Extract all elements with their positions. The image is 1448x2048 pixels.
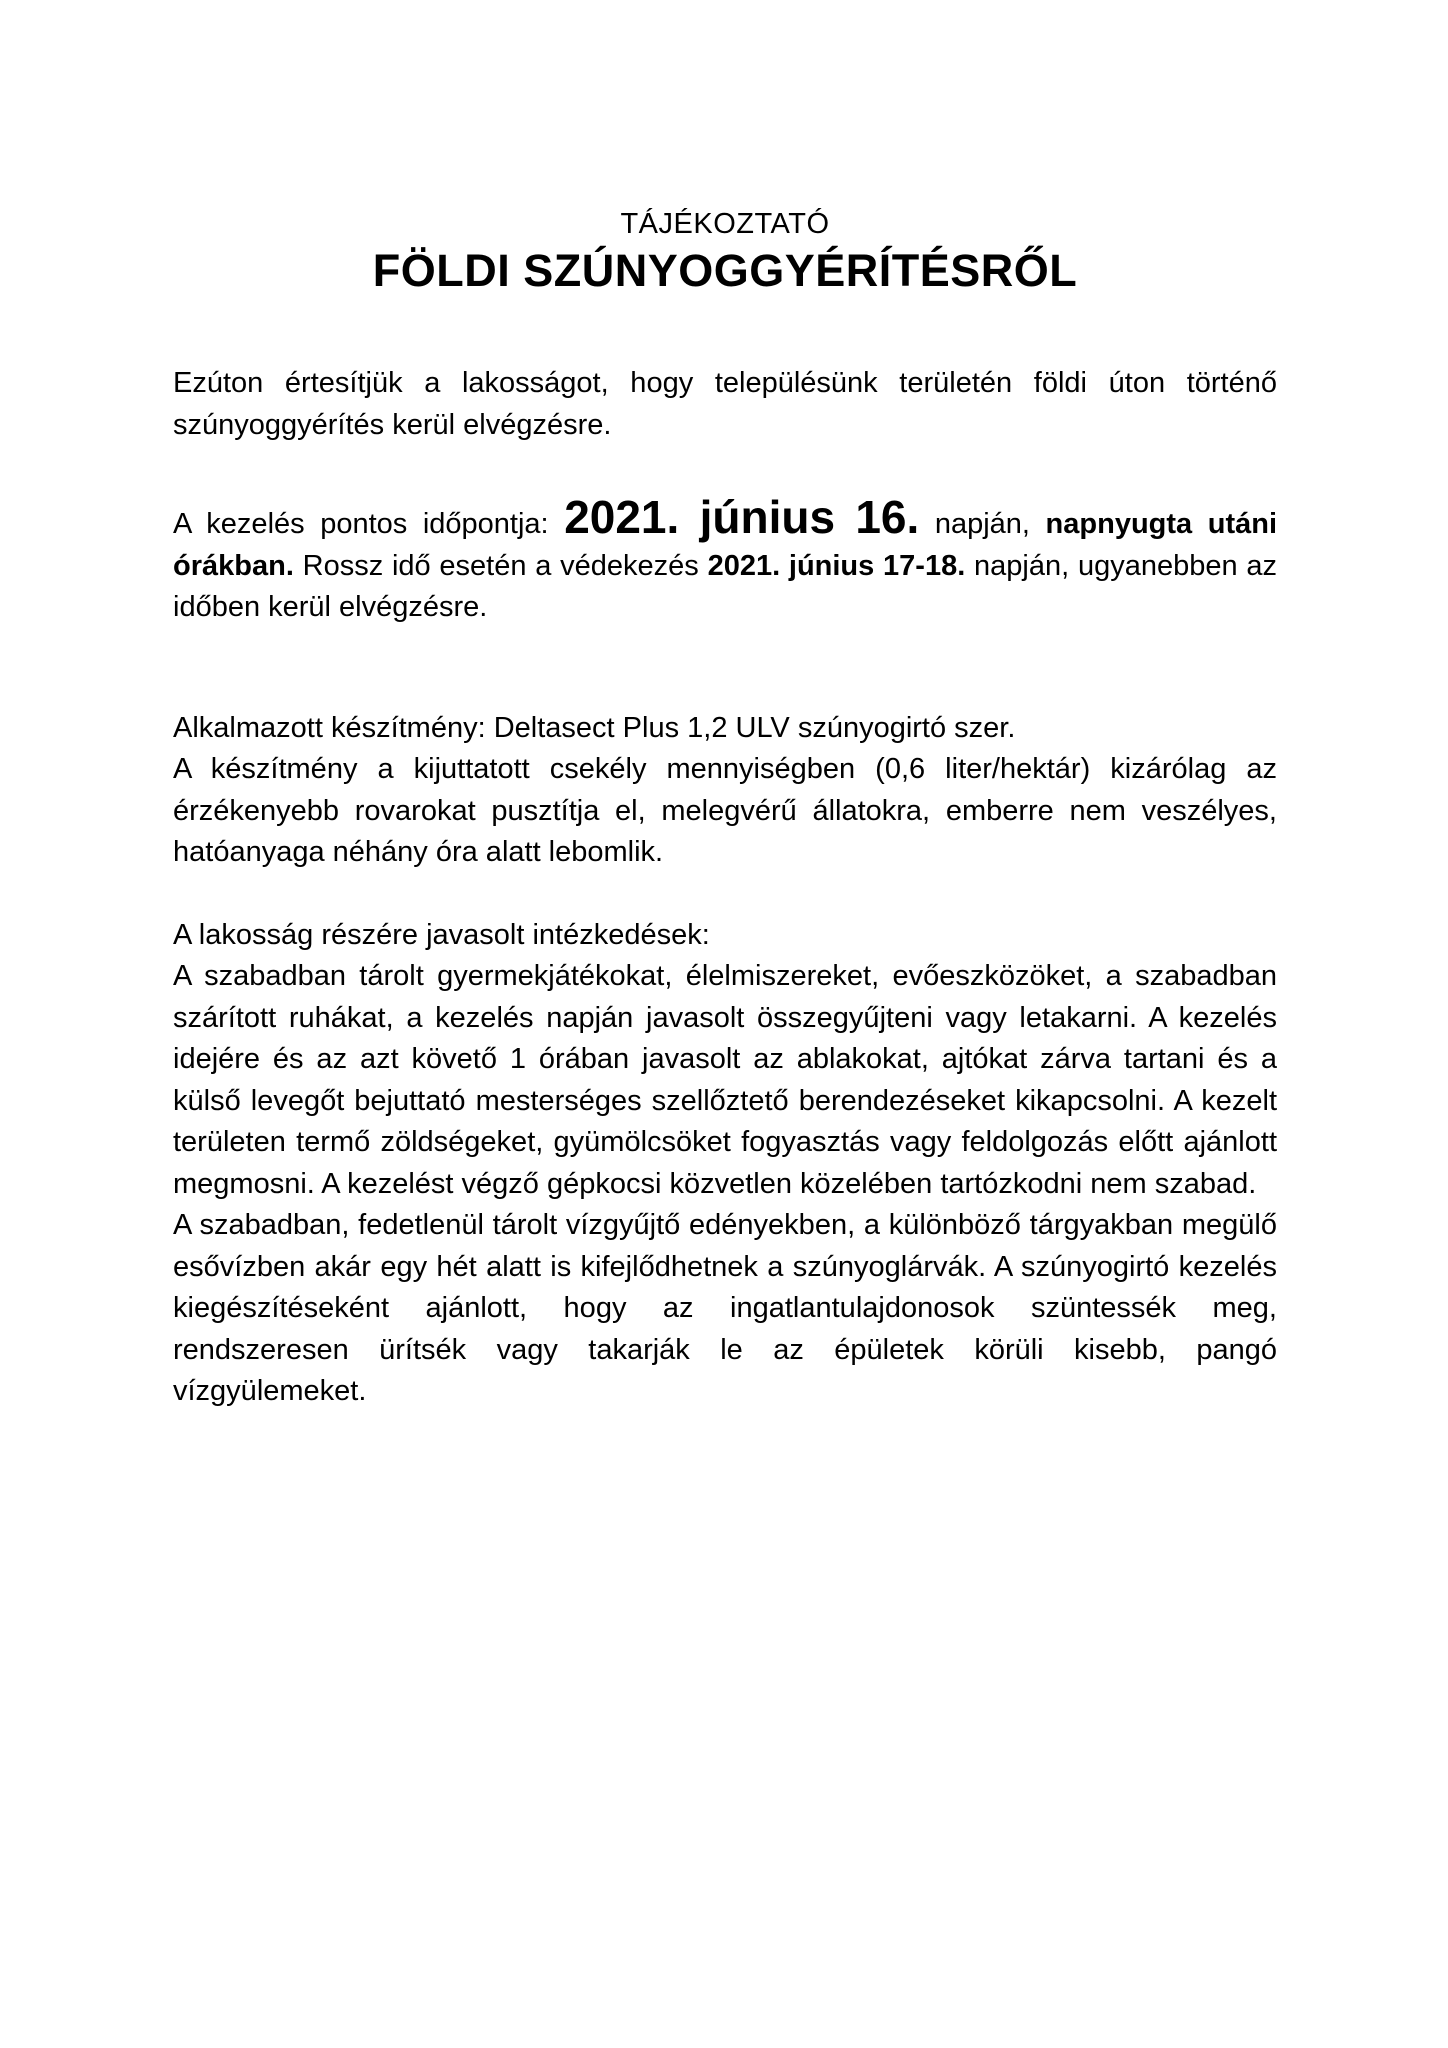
- document-subtitle: TÁJÉKOZTATÓ: [620, 208, 830, 240]
- product-line: Alkalmazott készítmény: Deltasect Plus 1,2 ULV szúnyogirtó szer.: [173, 711, 1016, 744]
- document-body: [173, 205, 1277, 1413]
- treatment-date: 2021. június 16.: [564, 491, 920, 543]
- measures-paragraph: A szabadban tárolt gyermekjátékokat, élelmiszereket, evőeszközöket, a szabadban szárított ruhákat, a kezelés napján javasolt összegyűjteni vagy letakarni. A kezelés idejére és az azt követő 1 órában javasolt az ablakokat, ajtókat zárva tartani és a külső levegőt bejuttató mesterséges szellőztető berendezéseket kikapcsolni. A kezelt területen termő zöldségeket, gyümölcsöket fogyasztás vagy feldolgozás előtt ajánlott megmosni. A kezelést végző gépkocsi közvetlen közelében tartózkodni nem szabad.: [173, 960, 1277, 1200]
- larvae-paragraph: A szabadban, fedetlenül tárolt vízgyűjtő edényekben, a különböző tárgyakban megülő esővízben akár egy hét alatt is kifejlődhetnek a szúnyoglárvák. A szúnyogirtó kezelés kiegészítéseként ajánlott, hogy az ingatlantulajdonosok szüntessék meg, rendszeresen ürítsék vagy takarják le az épületek körüli kisebb, pangó vízgyülemeket.: [173, 1209, 1277, 1407]
- schedule-paragraph: [173, 491, 1277, 629]
- schedule-text-2: Rossz idő esetén a védekezés: [293, 549, 708, 582]
- document-title: FÖLDI SZÚNYOGGYÉRÍTÉSRŐL: [372, 245, 1078, 296]
- schedule-text-1: napján,: [919, 508, 1046, 540]
- schedule-text-3: napján, ugyanebben az időben kerül elvégzésre.: [173, 549, 1277, 623]
- product-description: A készítmény a kijuttatott csekély mennyiségben (0,6 liter/hektár) kizárólag az érzékenyebb rovarokat pusztítja el, melegvérű állatokra, emberre nem veszélyes, hatóanyaga néhány óra alatt lebomlik.: [173, 753, 1277, 868]
- schedule-label: A kezelés pontos időpontja:: [173, 508, 565, 540]
- treatment-time: napnyugta utáni órákban.: [173, 508, 1277, 582]
- measures-heading: A lakosság részére javasolt intézkedések:: [173, 918, 710, 951]
- intro-paragraph: Ezúton értesítjük a lakosságot, hogy településünk területén földi úton történő szúnyoggyérítés kerül elvégzésre.: [173, 367, 1277, 441]
- alternate-date: 2021. június 17-18.: [707, 549, 966, 582]
